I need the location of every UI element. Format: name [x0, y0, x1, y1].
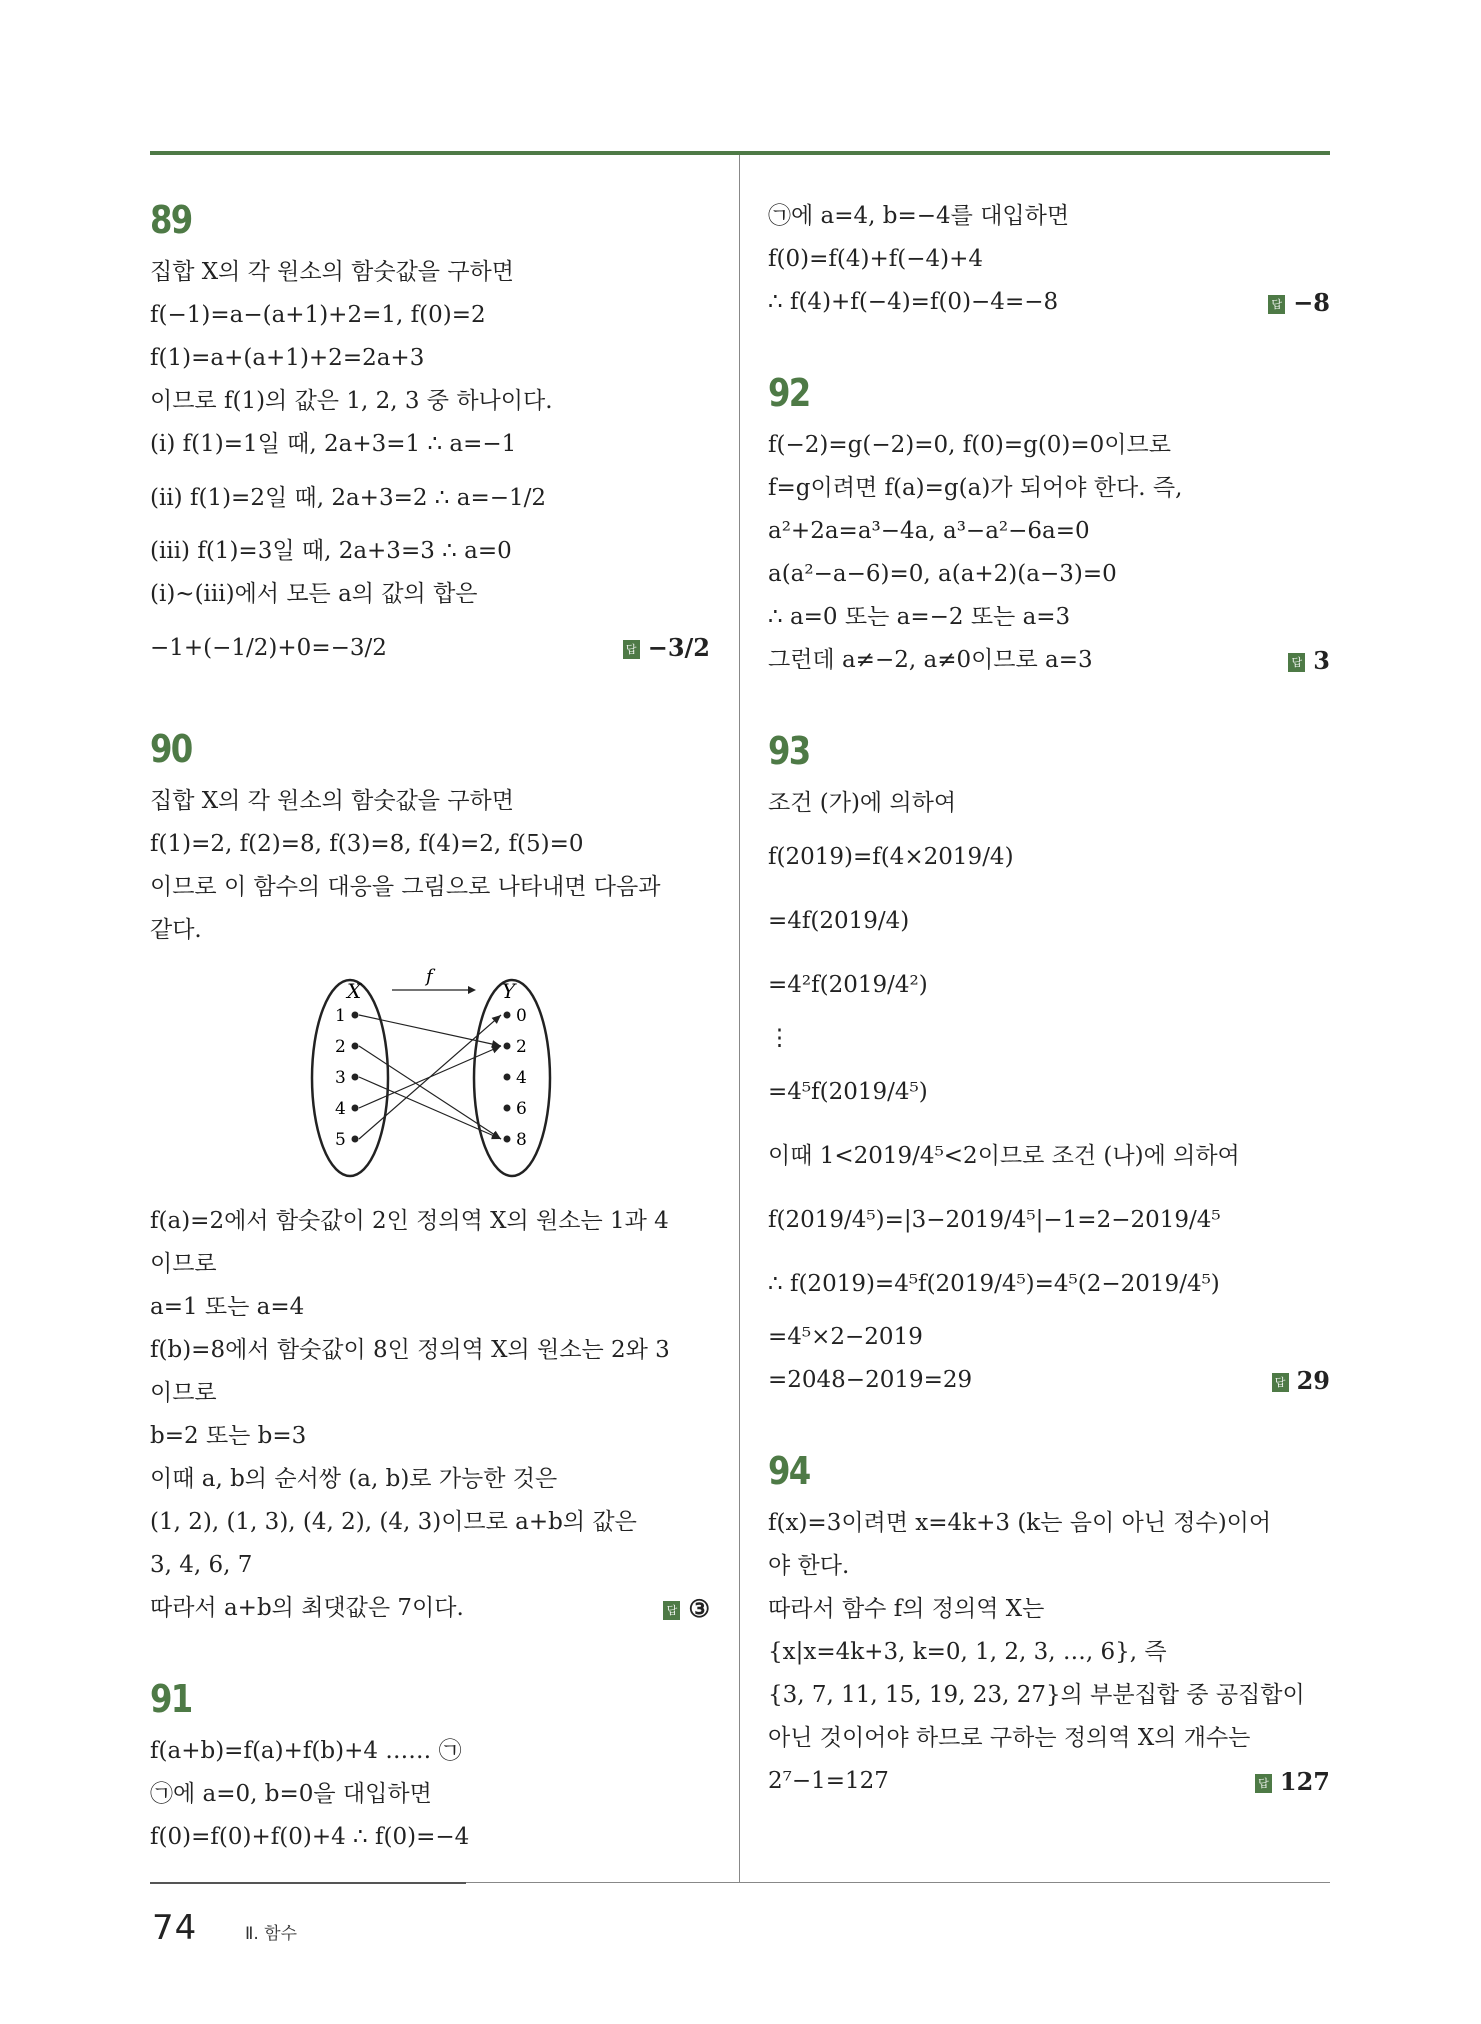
bottom-rule-accent — [150, 1882, 466, 1884]
domain-element-label: 5 — [335, 1130, 346, 1150]
solution-line: 이때 a, b의 순서쌍 (a, b)로 가능한 것은 — [150, 1466, 558, 1492]
solution-line: 이므로 — [150, 1380, 217, 1406]
solution-line: 조건 (가)에 의하여 — [768, 790, 957, 816]
solution-line: 이므로 이 함수의 대응을 그림으로 나타내면 다음과 — [150, 874, 661, 900]
solution-line: a(a²−a−6)=0, a(a+2)(a−3)=0 — [768, 561, 1117, 587]
solution-line: 이때 1<2019/4⁵<2이므로 조건 (나)에 의하여 — [768, 1143, 1240, 1169]
solution-line: =4f(2019/4) — [768, 908, 910, 934]
domain-element-label: 3 — [335, 1068, 346, 1088]
answer-line — [150, 616, 710, 680]
y-set-label: Y — [502, 979, 516, 1003]
solution-line: ㉠에 a=4, b=−4를 대입하면 — [768, 203, 1070, 229]
solution-line: f(1)=2, f(2)=8, f(3)=8, f(4)=2, f(5)=0 — [150, 831, 584, 857]
solution-line: (ⅰ) f(1)=1일 때, 2a+3=1 ∴ a=−1 — [150, 431, 517, 457]
solution-line: 집합 X의 각 원소의 함숫값을 구하면 — [150, 788, 514, 814]
solution-line: {x|x=4k+3, k=0, 1, 2, 3, …, 6}, 즉 — [768, 1639, 1167, 1665]
solution-line: f(a)=2에서 함숫값이 2인 정의역 X의 원소는 1과 4 — [150, 1208, 669, 1234]
answer-93 — [1272, 1359, 1330, 1402]
solution-line: 3, 4, 6, 7 — [150, 1552, 253, 1578]
domain-element-label: 2 — [335, 1037, 346, 1057]
solution-line: 이므로 — [150, 1251, 217, 1277]
function-mapping-diagram — [150, 960, 710, 1190]
codomain-point — [504, 1136, 511, 1143]
solution-line: =4⁵×2−2019 — [768, 1324, 923, 1350]
solution-line: ∴ f(2019)=4⁵f(2019/4⁵)=4⁵(2−2019/4⁵) — [768, 1271, 1220, 1297]
solution-line: f(0)=f(4)+f(−4)+4 — [768, 246, 983, 272]
solution-line: f(x)=3이려면 x=4k+3 (k는 음이 아닌 정수)이어 — [768, 1510, 1272, 1536]
solution-line: (ⅱ) f(1)=2일 때, 2a+3=2 ∴ a=−1/2 — [150, 485, 547, 511]
answer-92 — [1288, 639, 1330, 682]
domain-point — [352, 1074, 359, 1081]
solution-line: 그런데 a≠−2, a≠0이므로 a=3 — [768, 647, 1093, 673]
mapping-svg — [150, 960, 710, 1190]
left-column — [150, 195, 710, 1859]
solution-line: =2048−2019=29 — [768, 1367, 973, 1393]
solution-line: f(−2)=g(−2)=0, f(0)=g(0)=0이므로 — [768, 432, 1171, 458]
mapping-arrow — [359, 1077, 501, 1139]
codomain-element-label: 8 — [516, 1130, 527, 1150]
problem-number-92: 92 — [768, 371, 810, 415]
solution-line: 집합 X의 각 원소의 함숫값을 구하면 — [150, 259, 514, 285]
answer-icon: 답 — [1272, 1373, 1289, 1392]
answer-89 — [623, 616, 710, 680]
solution-line: 따라서 a+b의 최댓값은 7이다. — [150, 1595, 464, 1621]
domain-element-label: 4 — [335, 1099, 346, 1119]
solution-line: =4⁵f(2019/4⁵) — [768, 1079, 928, 1105]
solution-line: 이므로 f(1)의 값은 1, 2, 3 중 하나이다. — [150, 388, 553, 414]
problem-number-90: 90 — [150, 727, 192, 771]
answer-icon: 답 — [623, 640, 640, 659]
answer-value: 29 — [1296, 1366, 1330, 1395]
answer-91 — [1268, 281, 1330, 324]
solution-line: f(b)=8에서 함숫값이 8인 정의역 X의 원소는 2와 3 — [150, 1337, 670, 1363]
codomain-point — [504, 1012, 511, 1019]
answer-icon: 답 — [1268, 295, 1285, 314]
domain-element-label: 1 — [335, 1006, 346, 1026]
solution-line: ∴ f(4)+f(−4)=f(0)−4=−8 — [768, 289, 1059, 315]
solution-line: (ⅲ) f(1)=3일 때, 2a+3=3 ∴ a=0 — [150, 538, 512, 564]
solution-line: −1+(−1/2)+0=−3/2 — [150, 635, 387, 661]
solution-line: f=g이려면 f(a)=g(a)가 되어야 한다. 즉, — [768, 475, 1183, 501]
answer-90 — [663, 1587, 710, 1630]
solution-line: =4²f(2019/4²) — [768, 972, 928, 998]
answer-line — [768, 1760, 1330, 1803]
solution-line: (ⅰ)~(ⅲ)에서 모든 a의 값의 합은 — [150, 581, 478, 607]
domain-point — [352, 1105, 359, 1112]
answer-line — [768, 1359, 1330, 1402]
answer-value: 127 — [1279, 1767, 1330, 1796]
solution-line: 2⁷−1=127 — [768, 1768, 889, 1794]
solution-line: 같다. — [150, 917, 202, 943]
solution-line: {3, 7, 11, 15, 19, 23, 27}의 부분집합 중 공집합이 — [768, 1682, 1305, 1708]
domain-point — [352, 1012, 359, 1019]
codomain-element-label: 4 — [516, 1068, 527, 1088]
problem-number-91: 91 — [150, 1677, 192, 1721]
answer-icon: 답 — [663, 1601, 680, 1620]
problem-number-93: 93 — [768, 729, 810, 773]
answer-value: 3 — [1313, 646, 1330, 675]
answer-line — [768, 281, 1330, 324]
solution-line: (1, 2), (1, 3), (4, 2), (4, 3)이므로 a+b의 값은 — [150, 1509, 637, 1535]
solution-line: a=1 또는 a=4 — [150, 1294, 305, 1320]
solution-line: ⋮ — [768, 1025, 791, 1051]
answer-line — [768, 639, 1330, 682]
column-divider — [739, 155, 740, 1883]
solution-line: f(−1)=a−(a+1)+2=1, f(0)=2 — [150, 302, 486, 328]
right-column — [768, 195, 1330, 1803]
codomain-element-label: 0 — [516, 1006, 527, 1026]
x-set-label: X — [347, 979, 362, 1003]
answer-icon: 답 — [1255, 1774, 1272, 1793]
solution-line: 아닌 것이어야 하므로 구하는 정의역 X의 개수는 — [768, 1725, 1251, 1751]
domain-point — [352, 1043, 359, 1050]
section-title: Ⅱ. 함수 — [245, 1924, 298, 1944]
top-rule — [150, 151, 1330, 155]
answer-value: −8 — [1293, 288, 1330, 317]
answer-value: −3/2 — [647, 633, 710, 662]
solution-line: 야 한다. — [768, 1553, 850, 1579]
solution-line: ∴ a=0 또는 a=−2 또는 a=3 — [768, 604, 1071, 630]
domain-ellipse — [312, 980, 388, 1176]
solution-line: 따라서 함수 f의 정의역 X는 — [768, 1596, 1045, 1622]
mapping-arrow — [359, 1015, 501, 1139]
page-number: 74 — [152, 1908, 198, 1948]
solution-line: f(0)=f(0)+f(0)+4 ∴ f(0)=−4 — [150, 1824, 470, 1850]
codomain-point — [504, 1043, 511, 1050]
codomain-point — [504, 1105, 511, 1112]
solution-line: f(2019/4⁵)=|3−2019/4⁵|−1=2−2019/4⁵ — [768, 1207, 1221, 1233]
domain-point — [352, 1136, 359, 1143]
codomain-element-label: 6 — [516, 1099, 527, 1119]
problem-number-89: 89 — [150, 198, 192, 242]
answer-line — [150, 1587, 710, 1630]
answer-icon: 답 — [1288, 653, 1305, 672]
answer-value: ③ — [688, 1594, 710, 1623]
solution-line: f(1)=a+(a+1)+2=2a+3 — [150, 345, 425, 371]
codomain-ellipse — [474, 980, 550, 1176]
f-label: f — [426, 966, 433, 987]
codomain-point — [504, 1074, 511, 1081]
codomain-element-label: 2 — [516, 1037, 527, 1057]
solution-line: a²+2a=a³−4a, a³−a²−6a=0 — [768, 518, 1090, 544]
answer-94 — [1255, 1760, 1330, 1803]
problem-number-94: 94 — [768, 1449, 810, 1493]
solution-line: b=2 또는 b=3 — [150, 1423, 307, 1449]
solution-line: ㉠에 a=0, b=0을 대입하면 — [150, 1781, 432, 1807]
solution-line: f(2019)=f(4×2019/4) — [768, 844, 1014, 870]
solution-line: f(a+b)=f(a)+f(b)+4 …… ㉠ — [150, 1738, 462, 1764]
mapping-arrow — [359, 1046, 501, 1139]
